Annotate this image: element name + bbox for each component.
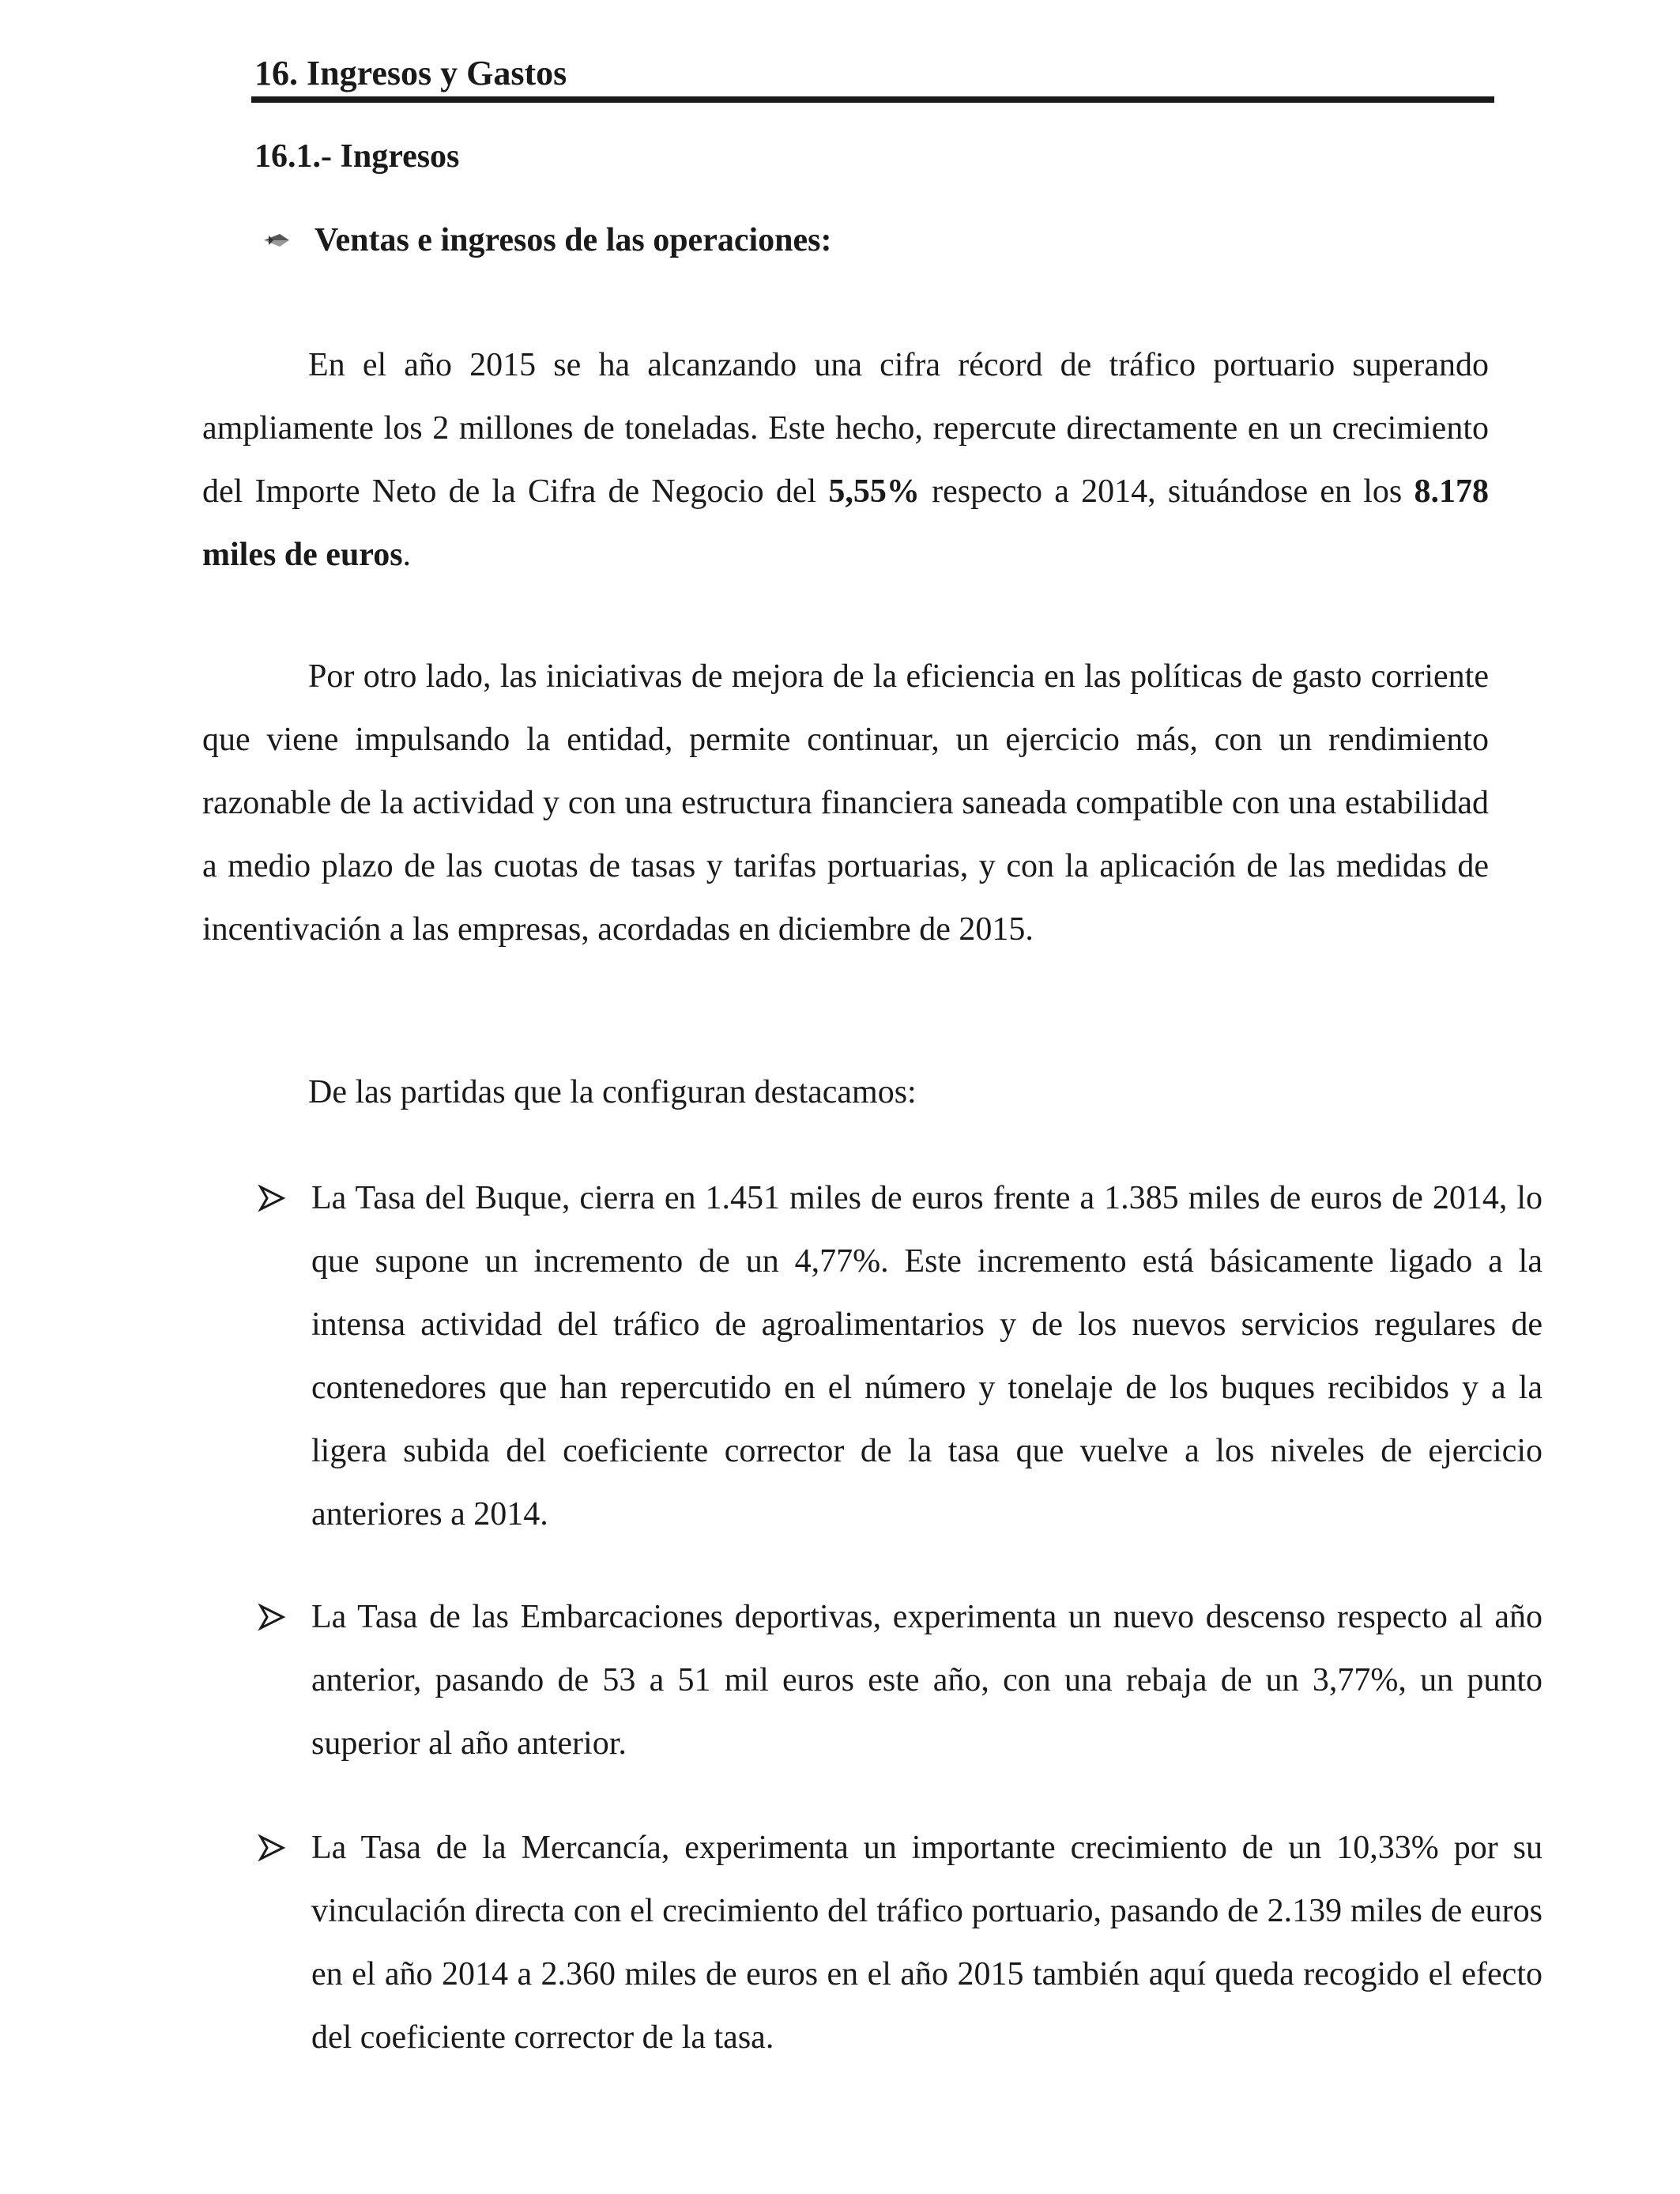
paragraph-1-bold-amount: 8.178 miles de euros	[202, 473, 1489, 573]
paragraph-1-bold-percent: 5,55%	[828, 473, 920, 510]
paragraph-2-text: Por otro lado, las iniciativas de mejora de la eficiencia en las políticas de gasto corriente que viene impulsando la entidad, permite continuar, un ejercicio más, con un rendimiento razonable de la actividad y con una estructura financiera saneada compatible con una estabilidad a medio plazo de las cuotas de tasas y tarifas portuarias, y con la aplicación de las medidas de incentivación a las empresas, acordadas en diciembre de 2015.	[202, 658, 1489, 948]
paragraph-revenue	[202, 334, 1489, 586]
list-item	[258, 1816, 1543, 2069]
list-item-text: La Tasa del Buque, cierra en 1.451 miles de euros frente a 1.385 miles de euros de 2014, lo que supone un incremento de un 4,77%. Este incremento está básicamente ligado a la intensa actividad del tráfico de agroalimentarios y de los nuevos servicios regulares de contenedores que han repercutido en el número y tonelaje de los buques recibidos y a la ligera subida del coeficiente corrector de la tasa que vuelve a los niveles de ejercicio anteriores a 2014.	[311, 1180, 1543, 1532]
bullet-heading	[261, 217, 832, 264]
list-item-text: La Tasa de las Embarcaciones deportivas, experimenta un nuevo descenso respecto al año anterior, pasando de 53 a 51 mil euros este año, con una rebaja de un 3,77%, un punto superior al año anterior.	[311, 1599, 1543, 1762]
subsection-title: 16.1.- Ingresos	[254, 138, 460, 175]
paragraph-intro-list	[202, 1061, 1489, 1124]
paragraph-3-text: De las partidas que la configuran destacamos:	[308, 1074, 917, 1110]
paragraph-1-text-b: respecto a 2014, situándose en los	[919, 473, 1414, 510]
arrowhead-bullet-icon	[258, 1834, 286, 1862]
list-item-text: La Tasa de la Mercancía, experimenta un importante crecimiento de un 10,33% por su vinculación directa con el crecimiento del tráfico portuario, pasando de 2.139 miles de euros en el año 2014 a 2.360 miles de euros en el año 2015 también aquí queda recogido el efecto del coeficiente corrector de la tasa.	[311, 1830, 1543, 2056]
bullet-heading-label: Ventas e ingresos de las operaciones:	[315, 222, 832, 258]
arrowhead-bullet-icon	[258, 1603, 286, 1631]
paragraph-1-text-c: .	[402, 537, 412, 573]
paragraph-1-text-a: En el año 2015 se ha alcanzando una cifra récord de tráfico portuario superando ampliamente los 2 millones de toneladas. Este hecho, repercute directamente en un crecimiento del Importe Neto de la Cifra de Negocio del	[202, 347, 1489, 510]
section-title: 16. Ingresos y Gastos	[254, 54, 567, 92]
header-rule	[251, 96, 1494, 103]
list-item	[258, 1585, 1543, 1775]
paragraph-efficiency	[202, 645, 1489, 961]
arrowhead-bullet-icon	[258, 1184, 286, 1212]
section-header	[251, 52, 1494, 103]
arrow-bullet-icon	[261, 224, 292, 256]
list-item	[258, 1167, 1543, 1546]
